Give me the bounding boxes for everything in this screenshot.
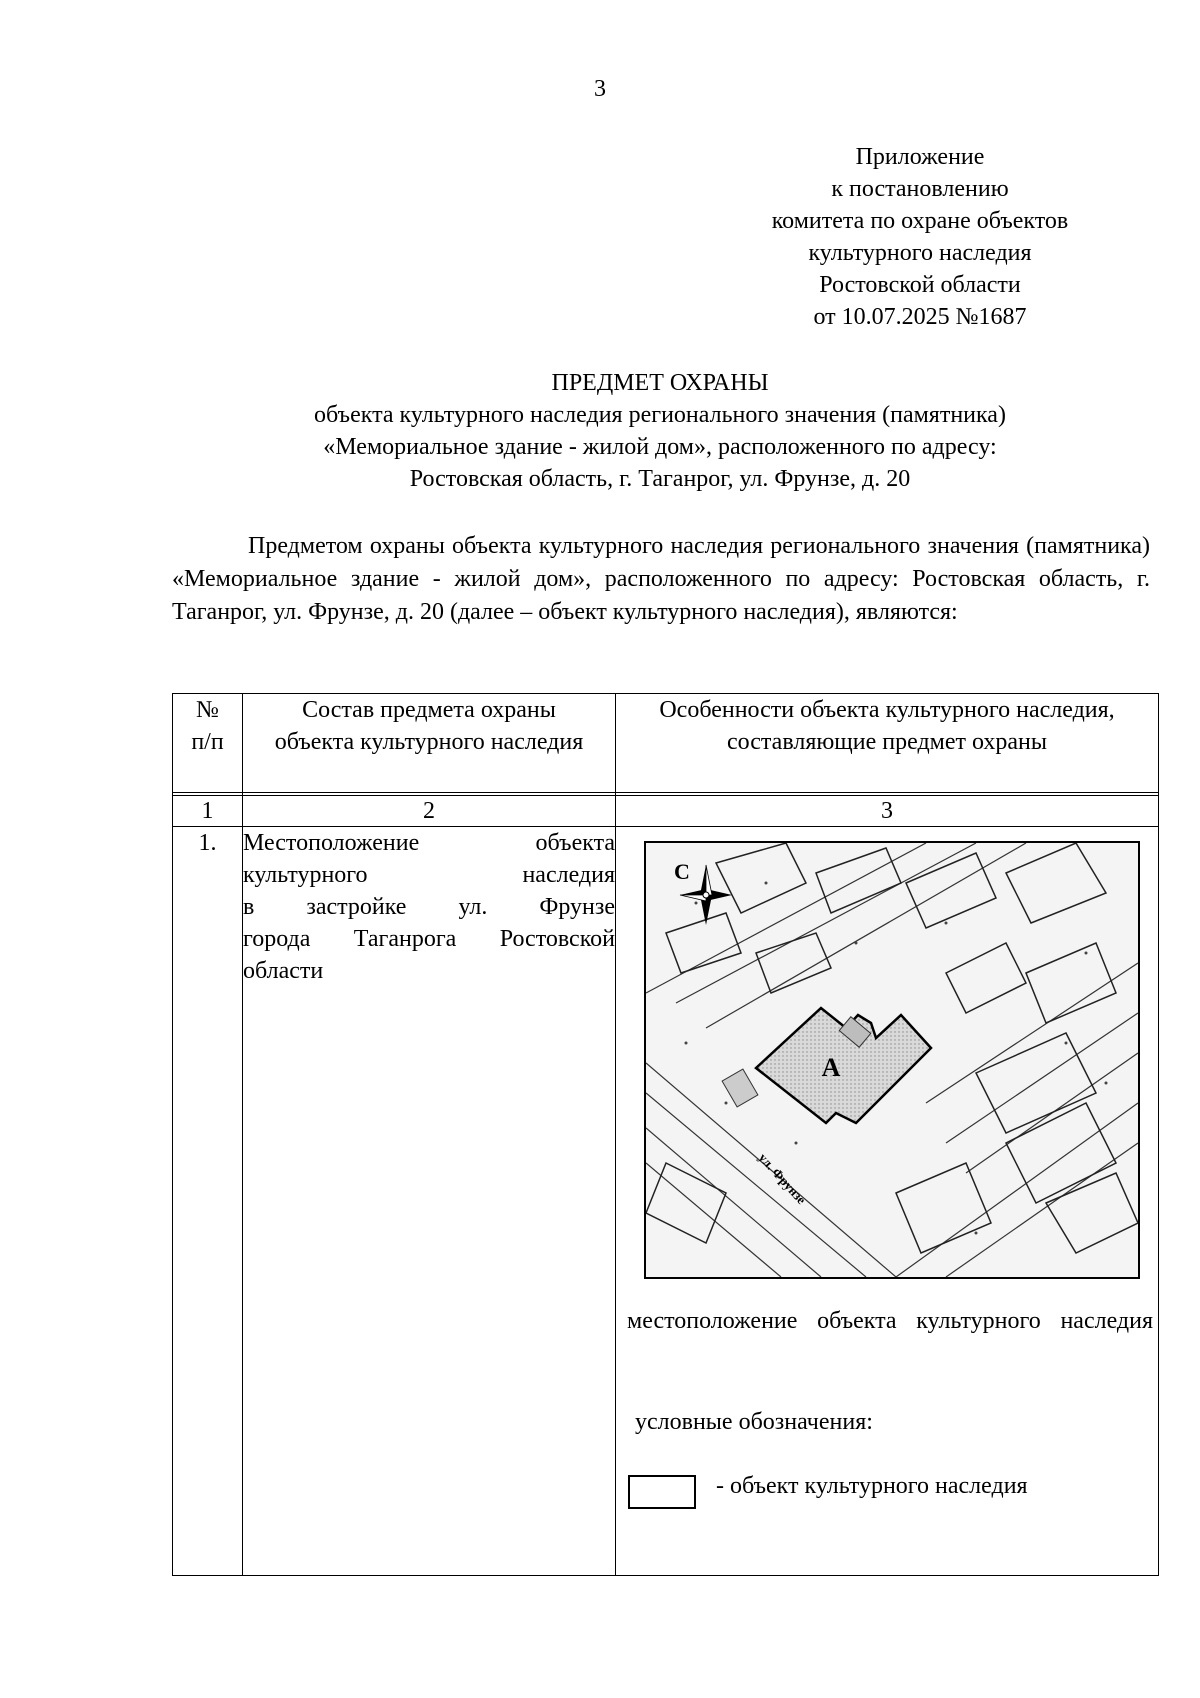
title-line: объекта культурного наследия регионального значения (памятника)	[314, 402, 1006, 428]
legend-swatch	[628, 1475, 696, 1509]
caption-text: местоположение объекта культурного наследия	[627, 1308, 1153, 1334]
legend-title: условные обозначения:	[635, 1409, 873, 1435]
appendix-block	[730, 141, 1110, 333]
column-number: 2	[243, 796, 616, 827]
appendix-line: от 10.07.2025 №1687	[813, 304, 1027, 330]
header-number	[173, 694, 243, 793]
map-drawing	[646, 843, 1138, 1277]
title-heading: ПРЕДМЕТ ОХРАНЫ	[551, 370, 769, 396]
object-label: А	[821, 1053, 841, 1082]
legend-label: - объект культурного наследия	[716, 1473, 1028, 1499]
composition-line: культурного наследия	[243, 862, 615, 888]
title-line: Ростовская область, г. Таганрог, ул. Фрунзе, д. 20	[409, 466, 911, 492]
title-line: «Мемориальное здание - жилой дом», расположенного по адресу:	[323, 434, 997, 460]
appendix-line: комитета по охране объектов	[771, 208, 1069, 234]
street-label: ул. Фрунзе	[755, 1149, 810, 1207]
appendix-line: к постановлению	[831, 176, 1009, 202]
protection-table	[172, 693, 1159, 1576]
column-number: 3	[616, 796, 1159, 827]
table-header-row	[173, 694, 1159, 793]
appendix-line: Ростовской области	[819, 272, 1021, 298]
column-number: 1	[173, 796, 243, 827]
row-features	[616, 827, 1159, 1576]
header-composition: Состав предмета охраны объекта культурного наследия	[243, 694, 616, 793]
header-features: Особенности объекта культурного наследия, составляющие предмет охраны	[616, 694, 1159, 793]
table-row	[173, 827, 1159, 1576]
document-title	[170, 367, 1150, 495]
map-caption	[627, 1305, 1153, 1337]
row-number: 1.	[173, 827, 243, 1576]
appendix-line: Приложение	[855, 144, 985, 170]
intro-paragraph: Предметом охраны объекта культурного наследия регионального значения (памятника) «Мемориальное здание - жилой дом», расположенного по адресу: Ростовская область, г. Таганрог, ул. Фрунзе, д. 20 (далее – объект культурного наследия), являются:	[172, 533, 1150, 625]
header-number-sign: №	[196, 697, 219, 723]
appendix-line: культурного наследия	[808, 240, 1032, 266]
page-number: 3	[594, 76, 606, 102]
composition-line: в застройке ул. Фрунзе	[243, 894, 615, 920]
header-number-abbr: п/п	[191, 729, 224, 755]
column-number-row	[173, 796, 1159, 827]
north-label: С	[674, 859, 690, 884]
row-composition	[243, 827, 616, 1576]
composition-line: Местоположение объекта	[243, 830, 615, 856]
location-map	[644, 841, 1140, 1279]
composition-line: города Таганрога Ростовской области	[243, 926, 615, 984]
